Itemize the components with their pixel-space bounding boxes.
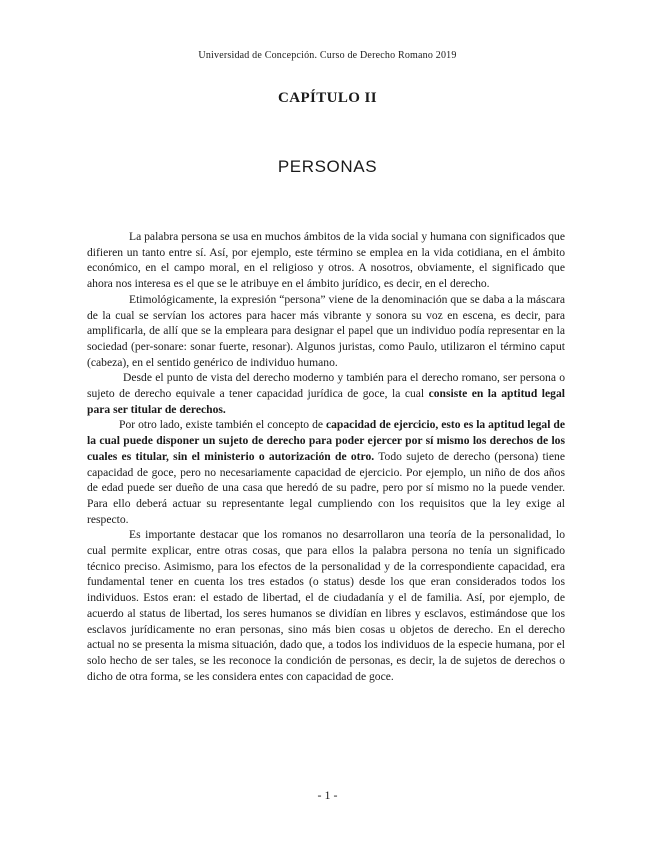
body-text: [87, 229, 565, 684]
paragraph-4-text-end: Todo sujeto de derecho (persona) tiene capacidad de goce, pero no necesariamente capacidad de ejercicio. Por ejemplo, un niño de dos años de edad puede ser dueño de una casa que heredó de su padre, pero por sí mismo no la puede vender. Para ello deberá actuar su representante legal cumpliendo con los requisitos que la ley exige al respecto.: [87, 449, 565, 526]
paragraph-4-bold: capacidad de ejercicio, esto es la aptitud legal de la cual puede disponer un sujeto de derecho para poder ejercer por sí mismo los derechos de los cuales es titular, sin el ministerio o autorización de otro.: [87, 418, 565, 463]
chapter-title: PERSONAS: [277, 157, 378, 176]
paragraph-4-text-start: Por otro lado, existe también el concepto de: [119, 418, 326, 432]
paragraph-2: Etimológicamente, la expresión “persona” viene de la denominación que se daba a la máscara de la cual se servían los actores para hacer más vibrante y sonora su voz en escena, es decir, para amplificarla, de allí que se la empleara para designar el papel que un individuo podía representar en la sociedad (per-sonare: sonar fuerte, resonar). Algunos juristas, como Paulo, utilizaron el término caput (cabeza), en el sentido genérico de individuo humano.: [87, 292, 565, 369]
paragraph-4: [87, 417, 565, 527]
running-header: Universidad de Concepción. Curso de Derecho Romano 2019: [198, 50, 457, 61]
paragraph-3-text: Desde el punto de vista del derecho moderno y también para el derecho romano, ser persona o sujeto de derecho equivale a tener capacidad jurídica de goce, la cual: [87, 371, 565, 401]
paragraph-5: Es importante destacar que los romanos no desarrollaron una teoría de la personalidad, lo cual permite explicar, entre otras cosas, que para ellos la palabra persona no tenía un significado técnico preciso. Asimismo, para los efectos de la personalidad y de la correspondiente capacidad, era fundamental tener en cuenta los tres estados (o status) desde los que eran considerados todos los individuos. Estos eran: el estado de libertad, el de ciudadanía y el de familia. Así, por ejemplo, de acuerdo al status de libertad, los seres humanos se dividían en libres y esclavos, estimándose que los esclavos jurídicamente no eran personas, sino más bien cosas u objetos de derecho. En el derecho actual no se presenta la misma situación, dado que, a todos los individuos de la especie humana, por el solo hecho de ser tales, se les reconoce la condición de personas, es decir, la de sujetos de derechos o dicho de otra forma, se les considera entes con capacidad de goce.: [87, 528, 565, 683]
chapter-label: CAPÍTULO II: [278, 90, 377, 106]
paragraph-1: La palabra persona se usa en muchos ámbitos de la vida social y humana con significados que difieren un tanto entre sí. Así, por ejemplo, este término se emplea en la vida cotidiana, en el ámbito económico, en el campo moral, en el religioso y otros. A nosotros, obviamente, el significado que ahora nos interesa es el que se le atribuye en el ámbito jurídico, es decir, en el derecho.: [87, 230, 565, 291]
page-number: - 1 -: [317, 788, 338, 802]
paragraph-3: [87, 370, 565, 417]
paragraph-3-bold: consiste en la aptitud legal para ser titular de derechos.: [87, 387, 565, 416]
